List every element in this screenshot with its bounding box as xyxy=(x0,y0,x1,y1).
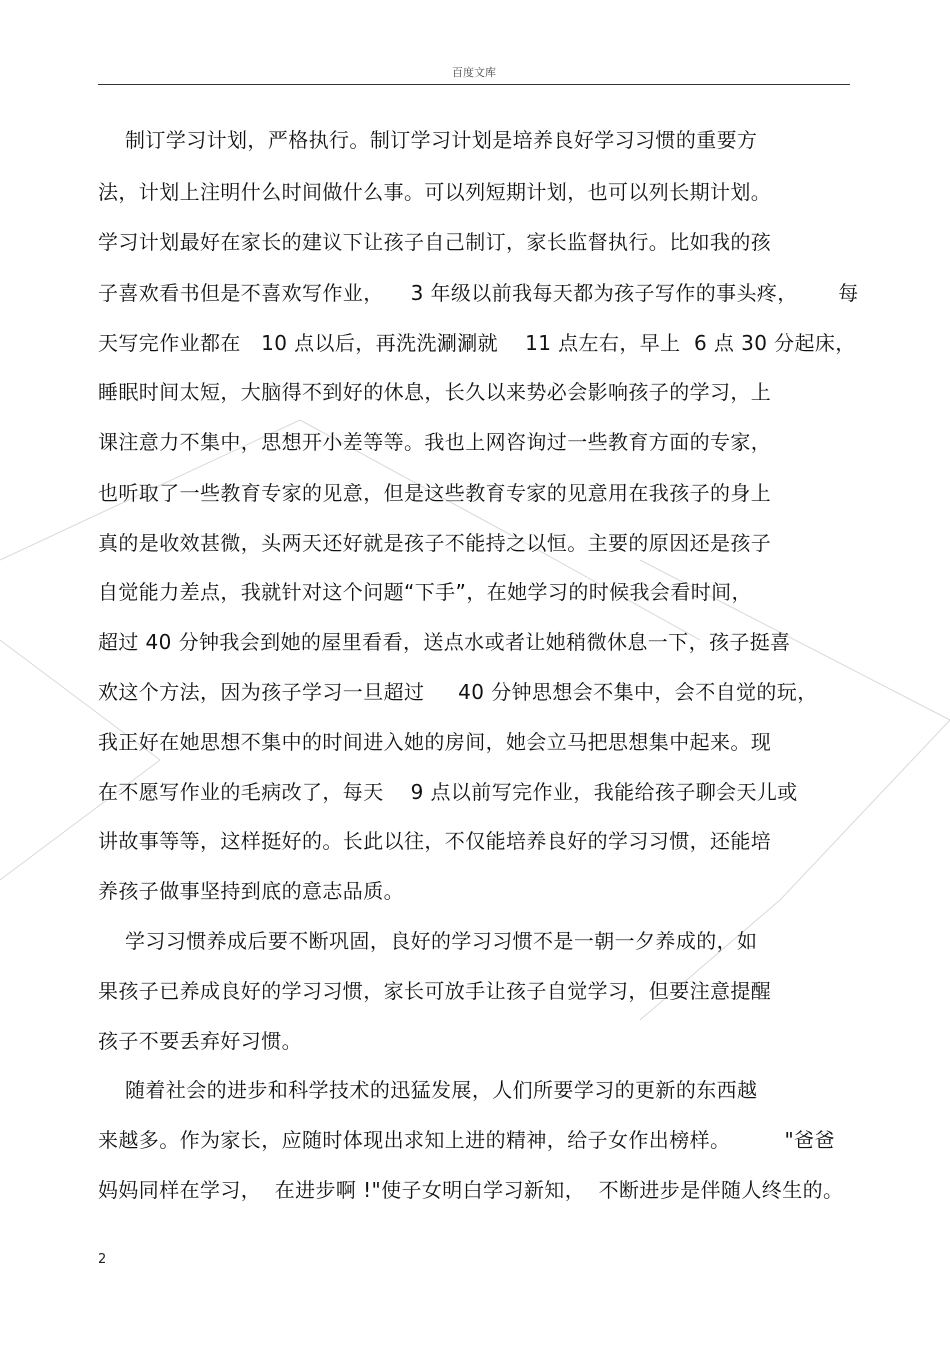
text-line: 孩子不要丢弃好习惯。 xyxy=(98,1029,302,1053)
text-line: 我正好在她思想不集中的时间进入她的房间，她会立马把思想集中起来。现 xyxy=(98,730,772,754)
text-line: 来越多。作为家长，应随时体现出求知上进的精神，给子女作出榜样。 "爸爸 xyxy=(98,1128,835,1152)
text-line: 子喜欢看书但是不喜欢写作业， 3 年级以前我每天都为孩子写作的事头疼， 每 xyxy=(98,281,859,305)
text-line: 养孩子做事坚持到底的意志品质。 xyxy=(98,879,404,903)
text-line: 在不愿写作业的毛病改了，每天 9 点以前写完作业，我能给孩子聊会天儿或 xyxy=(98,780,798,804)
page-number: 2 xyxy=(98,1252,107,1267)
text-line: 自觉能力差点，我就针对这个问题“下手”，在她学习的时候我会看时间， xyxy=(98,580,752,604)
text-line: 随着社会的进步和科学技术的迅猛发展，人们所要学习的更新的东西越 xyxy=(98,1078,758,1102)
text-line: 制订学习计划，严格执行。制订学习计划是培养良好学习习惯的重要方 xyxy=(98,128,758,152)
text-line: 讲故事等等，这样挺好的。长此以往，不仅能培养良好的学习习惯，还能培 xyxy=(98,829,772,853)
text-line: 欢这个方法，因为孩子学习一旦超过 40 分钟思想会不集中，会不自觉的玩， xyxy=(98,680,818,704)
text-line: 法，计划上注明什么时间做什么事。可以列短期计划，也可以列长期计划。 xyxy=(98,180,772,204)
text-line: 天写完作业都在 10 点以后，再洗洗涮涮就 11 点左右，早上 6 点 30 分起床， xyxy=(98,331,856,355)
text-line: 睡眠时间太短，大脑得不到好的休息，长久以来势必会影响孩子的学习，上 xyxy=(98,380,772,404)
text-line: 超过 40 分钟我会到她的屋里看看，送点水或者让她稍微休息一下，孩子挺喜 xyxy=(98,630,791,654)
text-line: 学习习惯养成后要不断巩固，良好的学习习惯不是一朝一夕养成的，如 xyxy=(98,929,758,953)
header-divider xyxy=(98,84,850,85)
page-header-title: 百度文库 xyxy=(452,66,496,79)
text-line: 课注意力不集中，思想开小差等等。我也上网咨询过一些教育方面的专家， xyxy=(98,430,772,454)
text-line: 真的是收效甚微，头两天还好就是孩子不能持之以恒。主要的原因还是孩子 xyxy=(98,531,772,555)
text-line: 果孩子已养成良好的学习习惯，家长可放手让孩子自觉学习，但要注意提醒 xyxy=(98,979,772,1003)
text-line: 妈妈同样在学习， 在进步啊 !"使子女明白学习新知， 不断进步是伴随人终生的。 xyxy=(98,1178,844,1202)
text-line: 学习计划最好在家长的建议下让孩子自己制订，家长监督执行。比如我的孩 xyxy=(98,230,772,254)
text-line: 也听取了一些教育专家的见意，但是这些教育专家的见意用在我孩子的身上 xyxy=(98,481,772,505)
